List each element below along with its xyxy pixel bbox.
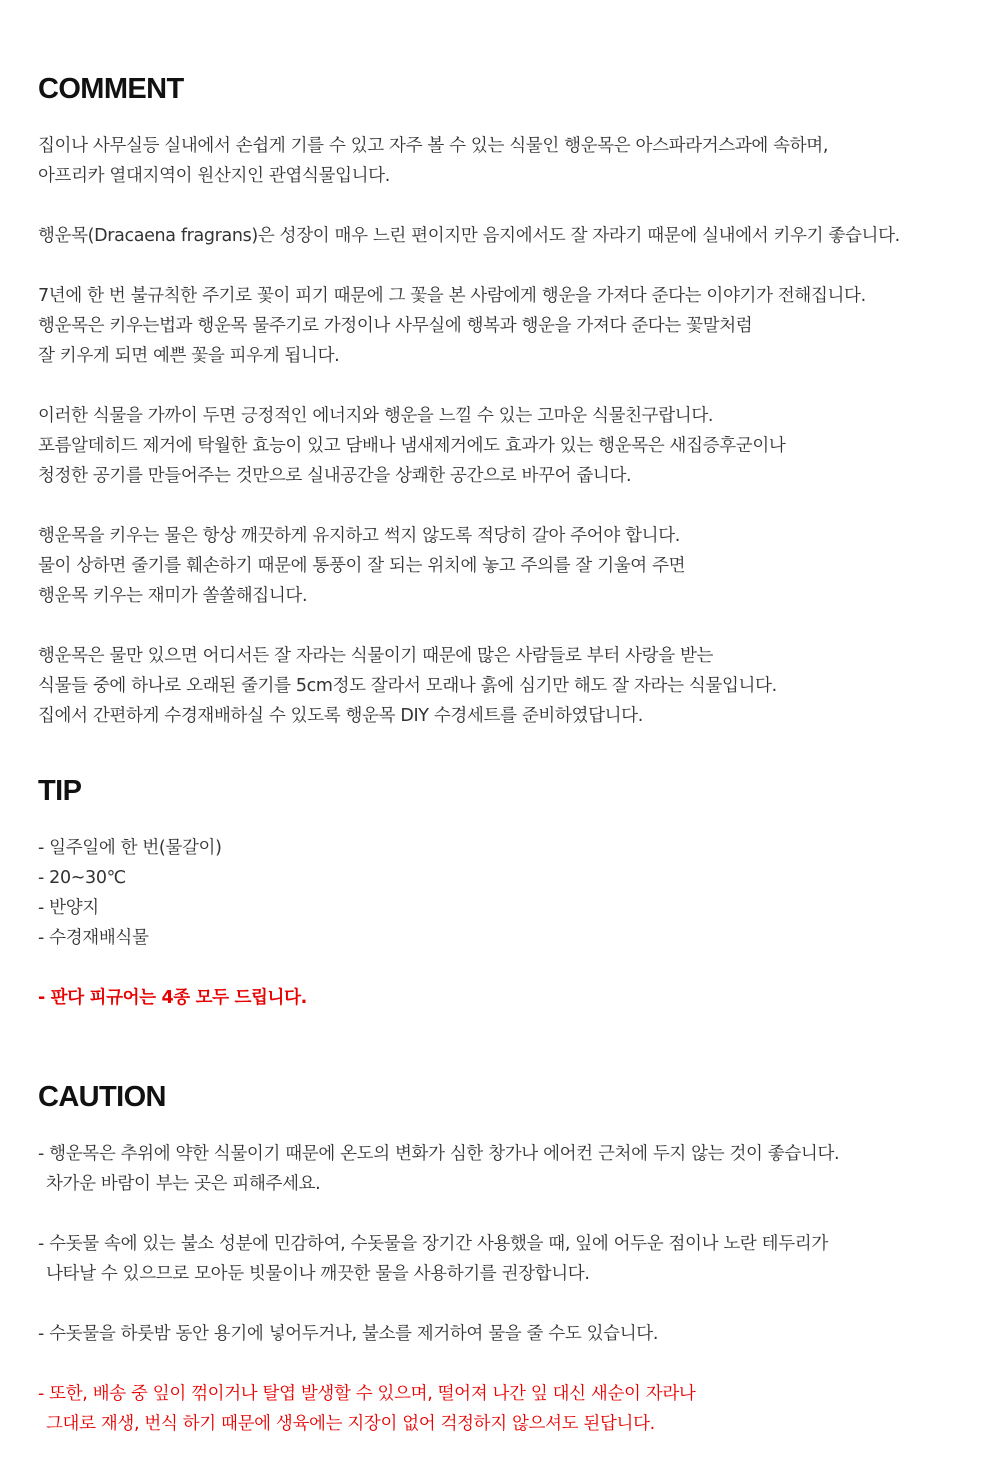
caution-item2-line1: - 수돗물 속에 있는 불소 성분에 민감하여, 수돗물을 장기간 사용했을 때, 잎에 어두운 점이나 노란 테두리가 — [38, 1234, 828, 1254]
tip-notice-panda-figure: - 판다 피규어는 4종 모두 드립니다. — [38, 988, 307, 1008]
caution-item1-line2: 차가운 바람이 부는 곳은 피해주세요. — [46, 1174, 321, 1194]
caution-item2-line2: 나타날 수 있으므로 모아둔 빗물이나 깨끗한 물을 사용하기를 권장합니다. — [46, 1264, 590, 1284]
tip-item-temperature: - 20~30℃ — [38, 868, 126, 888]
comment-p1-line1: 집이나 사무실등 실내에서 손쉽게 기를 수 있고 자주 볼 수 있는 식물인 행운목은 아스파라거스과에 속하며, — [38, 136, 829, 156]
tip-item-light: - 반양지 — [38, 898, 99, 918]
caution-notice-line1: - 또한, 배송 중 잎이 꺾이거나 탈엽 발생할 수 있으며, 떨어져 나간 잎 대신 새순이 자라나 — [38, 1384, 696, 1404]
tip-item-hydroponic: - 수경재배식물 — [38, 928, 149, 948]
comment-p6-line1: 행운목은 물만 있으면 어디서든 잘 자라는 식물이기 때문에 많은 사람들로 부터 사랑을 받는 — [38, 646, 714, 666]
caution-item1-line1: - 행운목은 추위에 약한 식물이기 때문에 온도의 변화가 심한 창가나 에어컨 근처에 두지 않는 것이 좋습니다. — [38, 1144, 840, 1164]
comment-p3-line2: 행운목은 키우는법과 행운목 물주기로 가정이나 사무실에 행복과 행운을 가져다 준다는 꽃말처럼 — [38, 316, 753, 336]
comment-p1-line2: 아프리카 열대지역이 원산지인 관엽식물입니다. — [38, 166, 390, 186]
comment-p2-line1: 행운목(Dracaena fragrans)은 성장이 매우 느린 편이지만 음지에서도 잘 자라기 때문에 실내에서 키우기 좋습니다. — [38, 226, 900, 246]
comment-p5-line2: 물이 상하면 줄기를 훼손하기 때문에 통풍이 잘 되는 위치에 놓고 주의를 잘 기울여 주면 — [38, 556, 686, 576]
comment-p6-line2: 식물들 중에 하나로 오래된 줄기를 5cm정도 잘라서 모래나 흙에 심기만 해도 잘 자라는 식물입니다. — [38, 676, 777, 696]
comment-p4-line1: 이러한 식물을 가까이 두면 긍정적인 에너지와 행운을 느낄 수 있는 고마운 식물친구랍니다. — [38, 406, 714, 426]
comment-heading: COMMENT — [38, 73, 184, 105]
caution-notice-line2: 그대로 재생, 번식 하기 때문에 생육에는 지장이 없어 걱정하지 않으셔도 된답니다. — [46, 1414, 655, 1434]
comment-p3-line3: 잘 키우게 되면 예쁜 꽃을 피우게 됩니다. — [38, 346, 340, 366]
caution-heading: CAUTION — [38, 1081, 166, 1113]
comment-p5-line1: 행운목을 키우는 물은 항상 깨끗하게 유지하고 썩지 않도록 적당히 갈아 주어야 합니다. — [38, 526, 680, 546]
comment-p3-line1: 7년에 한 번 불규칙한 주기로 꽃이 피기 때문에 그 꽃을 본 사람에게 행운을 가져다 준다는 이야기가 전해집니다. — [38, 286, 866, 306]
tip-heading: TIP — [38, 775, 82, 807]
comment-p4-line2: 포름알데히드 제거에 탁월한 효능이 있고 담배나 냄새제거에도 효과가 있는 행운목은 새집증후군이나 — [38, 436, 786, 456]
tip-item-water-change: - 일주일에 한 번(물갈이) — [38, 838, 222, 858]
comment-p4-line3: 청정한 공기를 만들어주는 것만으로 실내공간을 상쾌한 공간으로 바꾸어 줍니다. — [38, 466, 632, 486]
comment-p5-line3: 행운목 키우는 재미가 쏠쏠해집니다. — [38, 586, 308, 606]
comment-p6-line3: 집에서 간편하게 수경재배하실 수 있도록 행운목 DIY 수경세트를 준비하였답니다. — [38, 706, 643, 726]
caution-item3-line1: - 수돗물을 하룻밤 동안 용기에 넣어두거나, 불소를 제거하여 물을 줄 수도 있습니다. — [38, 1324, 659, 1344]
